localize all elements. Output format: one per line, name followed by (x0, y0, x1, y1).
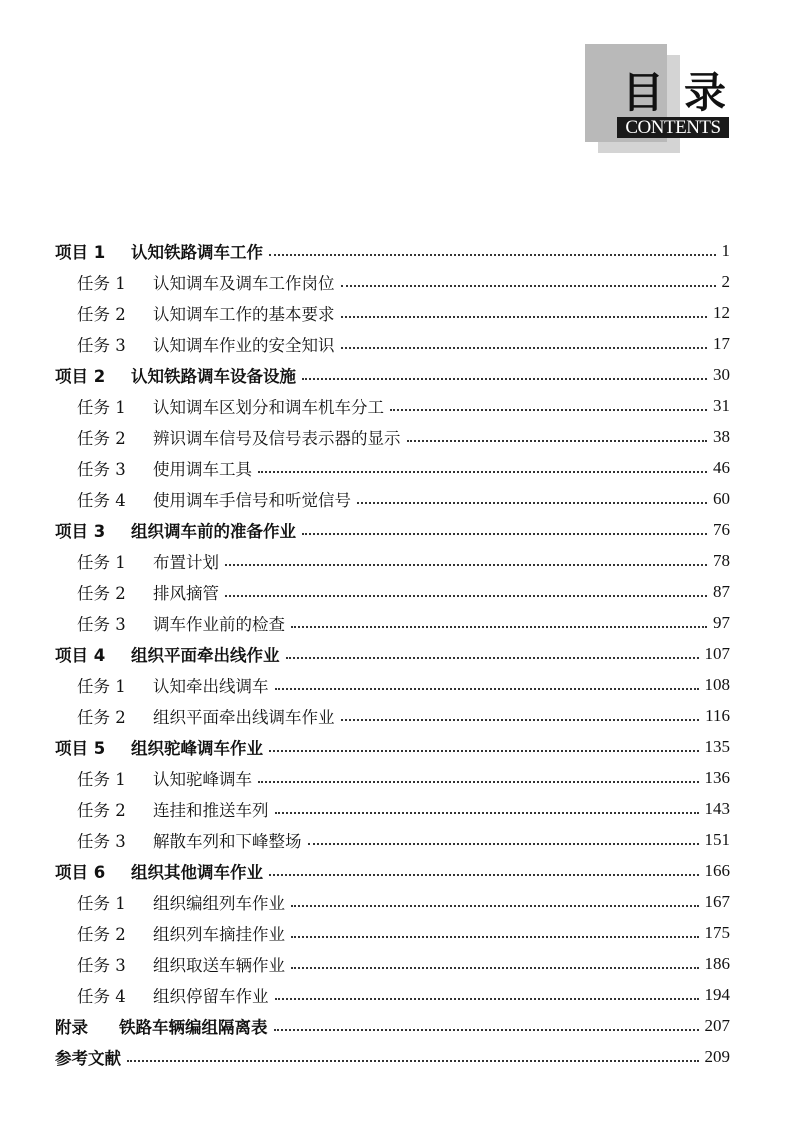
dot-leader (269, 253, 716, 256)
dot-leader (258, 470, 707, 473)
toc-task-entry[interactable] (55, 669, 730, 700)
dot-leader (357, 501, 707, 504)
dot-leader (269, 873, 699, 876)
dot-leader (407, 439, 708, 442)
toc-entry-label (77, 890, 285, 914)
toc-entry-code: 任务 1 (77, 273, 126, 293)
dot-leader (258, 780, 699, 783)
toc-entry-title: 组织驼峰调车作业 (131, 738, 263, 758)
toc-page-number: 108 (704, 674, 730, 694)
toc-page-number: 209 (704, 1046, 730, 1066)
toc-entry-title: 认知调车作业的安全知识 (153, 335, 335, 355)
toc-appendix-entry[interactable] (55, 1010, 730, 1041)
toc-task-entry[interactable] (55, 762, 730, 793)
toc-entry-title: 布置计划 (153, 552, 219, 572)
toc-task-entry[interactable] (55, 328, 730, 359)
toc-entry-title: 组织其他调车作业 (131, 862, 263, 882)
toc-page-number: 78 (713, 550, 730, 570)
toc-entry-title: 认知铁路调车设备设施 (131, 366, 296, 386)
toc-entry-label (77, 611, 285, 635)
toc-page-number: 167 (704, 891, 730, 911)
toc-task-entry[interactable] (55, 917, 730, 948)
toc-entry-code: 任务 3 (77, 614, 126, 634)
toc-entry-label (77, 549, 219, 573)
dot-leader (291, 935, 699, 938)
toc-task-entry[interactable] (55, 545, 730, 576)
toc-task-entry[interactable] (55, 297, 730, 328)
toc-entry-code: 任务 4 (77, 490, 126, 510)
toc-project-entry[interactable] (55, 235, 730, 266)
toc-page-number: 1 (721, 240, 730, 260)
toc-entry-title: 认知调车区划分和调车机车分工 (153, 397, 384, 417)
toc-entry-code: 项目 3 (55, 521, 106, 541)
toc-entry-label (77, 301, 335, 325)
dot-leader (390, 408, 707, 411)
toc-page-number: 17 (713, 333, 730, 353)
dot-leader (341, 346, 708, 349)
toc-entry-title: 铁路车辆编组隔离表 (119, 1017, 268, 1037)
toc-project-entry[interactable] (55, 359, 730, 390)
dot-leader (274, 1028, 699, 1031)
toc-entry-title: 使用调车手信号和听觉信号 (153, 490, 351, 510)
table-of-contents (55, 235, 730, 1072)
page-title: 目录 (622, 68, 747, 117)
toc-page-number: 175 (704, 922, 730, 942)
toc-task-entry[interactable] (55, 421, 730, 452)
toc-entry-label (55, 1014, 268, 1038)
toc-entry-code: 任务 2 (77, 707, 126, 727)
contents-label: CONTENTS (617, 117, 729, 138)
toc-entry-code: 任务 2 (77, 428, 126, 448)
toc-entry-label (77, 487, 351, 511)
dot-leader (291, 625, 707, 628)
toc-entry-title: 调车作业前的检查 (153, 614, 285, 634)
toc-page-number: 143 (704, 798, 730, 818)
dot-leader (269, 749, 699, 752)
dot-leader (275, 811, 699, 814)
dot-leader (275, 687, 699, 690)
toc-entry-code: 任务 1 (77, 676, 126, 696)
toc-entry-code: 任务 2 (77, 583, 126, 603)
toc-page-number: 166 (704, 860, 730, 880)
toc-page-number: 38 (713, 426, 730, 446)
toc-entry-title: 组织停留车作业 (153, 986, 269, 1006)
toc-page-number: 46 (713, 457, 730, 477)
toc-page-number: 31 (713, 395, 730, 415)
toc-task-entry[interactable] (55, 452, 730, 483)
toc-page-number: 60 (713, 488, 730, 508)
toc-entry-code: 任务 2 (77, 304, 126, 324)
toc-entry-label (77, 332, 335, 356)
toc-page-number: 151 (704, 829, 730, 849)
toc-entry-title: 连挂和推送车列 (153, 800, 269, 820)
toc-entry-title: 认知驼峰调车 (153, 769, 252, 789)
toc-entry-title: 使用调车工具 (153, 459, 252, 479)
toc-entry-code: 任务 3 (77, 955, 126, 975)
toc-entry-label (55, 239, 263, 263)
toc-entry-label (77, 828, 302, 852)
toc-appendix-entry[interactable] (55, 1041, 730, 1072)
toc-entry-code: 任务 3 (77, 335, 126, 355)
toc-project-entry[interactable] (55, 855, 730, 886)
toc-entry-code: 任务 3 (77, 831, 126, 851)
toc-page-number: 186 (704, 953, 730, 973)
toc-entry-label (77, 704, 335, 728)
dot-leader (291, 966, 699, 969)
toc-entry-title: 认知牵出线调车 (153, 676, 269, 696)
toc-entry-code: 任务 1 (77, 893, 126, 913)
toc-task-entry[interactable] (55, 793, 730, 824)
toc-project-entry[interactable] (55, 731, 730, 762)
toc-task-entry[interactable] (55, 824, 730, 855)
toc-entry-code: 任务 1 (77, 397, 126, 417)
dot-leader (302, 377, 707, 380)
toc-entry-code: 附录 (55, 1017, 88, 1037)
toc-task-entry[interactable] (55, 266, 730, 297)
toc-entry-code: 项目 4 (55, 645, 106, 665)
toc-entry-code: 参考文献 (55, 1048, 121, 1068)
toc-entry-title: 认知铁路调车工作 (131, 242, 263, 262)
toc-entry-title: 认知调车工作的基本要求 (153, 304, 335, 324)
toc-entry-label (55, 518, 296, 542)
toc-page-number: 207 (704, 1015, 730, 1035)
toc-entry-code: 任务 1 (77, 552, 126, 572)
toc-project-entry[interactable] (55, 638, 730, 669)
dot-leader (302, 532, 707, 535)
toc-entry-code: 任务 1 (77, 769, 126, 789)
toc-entry-title: 组织编组列车作业 (153, 893, 285, 913)
dot-leader (341, 284, 716, 287)
toc-task-entry[interactable] (55, 483, 730, 514)
toc-entry-code: 任务 4 (77, 986, 126, 1006)
toc-page-number: 194 (704, 984, 730, 1004)
toc-entry-code: 项目 5 (55, 738, 106, 758)
toc-task-entry[interactable] (55, 607, 730, 638)
dot-leader (275, 997, 699, 1000)
toc-entry-label (77, 766, 252, 790)
dot-leader (308, 842, 699, 845)
toc-entry-label (77, 270, 335, 294)
toc-entry-label (55, 1045, 121, 1069)
toc-entry-label (55, 735, 263, 759)
toc-task-entry[interactable] (55, 948, 730, 979)
toc-entry-label (77, 797, 269, 821)
toc-entry-title: 组织取送车辆作业 (153, 955, 285, 975)
toc-project-entry[interactable] (55, 514, 730, 545)
toc-entry-label (55, 363, 296, 387)
toc-entry-label (77, 952, 285, 976)
toc-page-number: 107 (704, 643, 730, 663)
toc-page-number: 136 (704, 767, 730, 787)
toc-page-number: 116 (705, 705, 730, 725)
toc-entry-title: 组织平面牵出线作业 (131, 645, 280, 665)
toc-page-number: 87 (713, 581, 730, 601)
toc-page-number: 76 (713, 519, 730, 539)
toc-entry-title: 排风摘管 (153, 583, 219, 603)
toc-entry-code: 任务 3 (77, 459, 126, 479)
toc-entry-label (77, 456, 252, 480)
dot-leader (225, 594, 707, 597)
toc-entry-title: 组织平面牵出线调车作业 (153, 707, 335, 727)
dot-leader (127, 1059, 699, 1062)
toc-entry-label (77, 580, 219, 604)
toc-page-number: 12 (713, 302, 730, 322)
toc-entry-label (55, 859, 263, 883)
toc-entry-title: 解散车列和下峰整场 (153, 831, 302, 851)
toc-entry-code: 任务 2 (77, 800, 126, 820)
toc-entry-label (77, 921, 285, 945)
toc-page-number: 2 (721, 271, 730, 291)
toc-entry-label (77, 394, 384, 418)
toc-page-number: 135 (704, 736, 730, 756)
dot-leader (341, 315, 708, 318)
toc-entry-label (77, 673, 269, 697)
toc-task-entry[interactable] (55, 979, 730, 1010)
toc-page-number: 97 (713, 612, 730, 632)
toc-entry-title: 组织列车摘挂作业 (153, 924, 285, 944)
toc-page-number: 30 (713, 364, 730, 384)
toc-entry-label (55, 642, 280, 666)
toc-entry-code: 项目 1 (55, 242, 106, 262)
toc-task-entry[interactable] (55, 390, 730, 421)
toc-entry-label (77, 425, 401, 449)
dot-leader (225, 563, 707, 566)
toc-entry-title: 认知调车及调车工作岗位 (153, 273, 335, 293)
dot-leader (341, 718, 700, 721)
toc-entry-code: 项目 6 (55, 862, 106, 882)
toc-entry-label (77, 983, 269, 1007)
toc-task-entry[interactable] (55, 700, 730, 731)
toc-task-entry[interactable] (55, 886, 730, 917)
dot-leader (291, 904, 699, 907)
toc-entry-title: 组织调车前的准备作业 (131, 521, 296, 541)
toc-entry-code: 任务 2 (77, 924, 126, 944)
toc-task-entry[interactable] (55, 576, 730, 607)
toc-entry-title: 辨识调车信号及信号表示器的显示 (153, 428, 401, 448)
toc-entry-code: 项目 2 (55, 366, 106, 386)
dot-leader (286, 656, 699, 659)
